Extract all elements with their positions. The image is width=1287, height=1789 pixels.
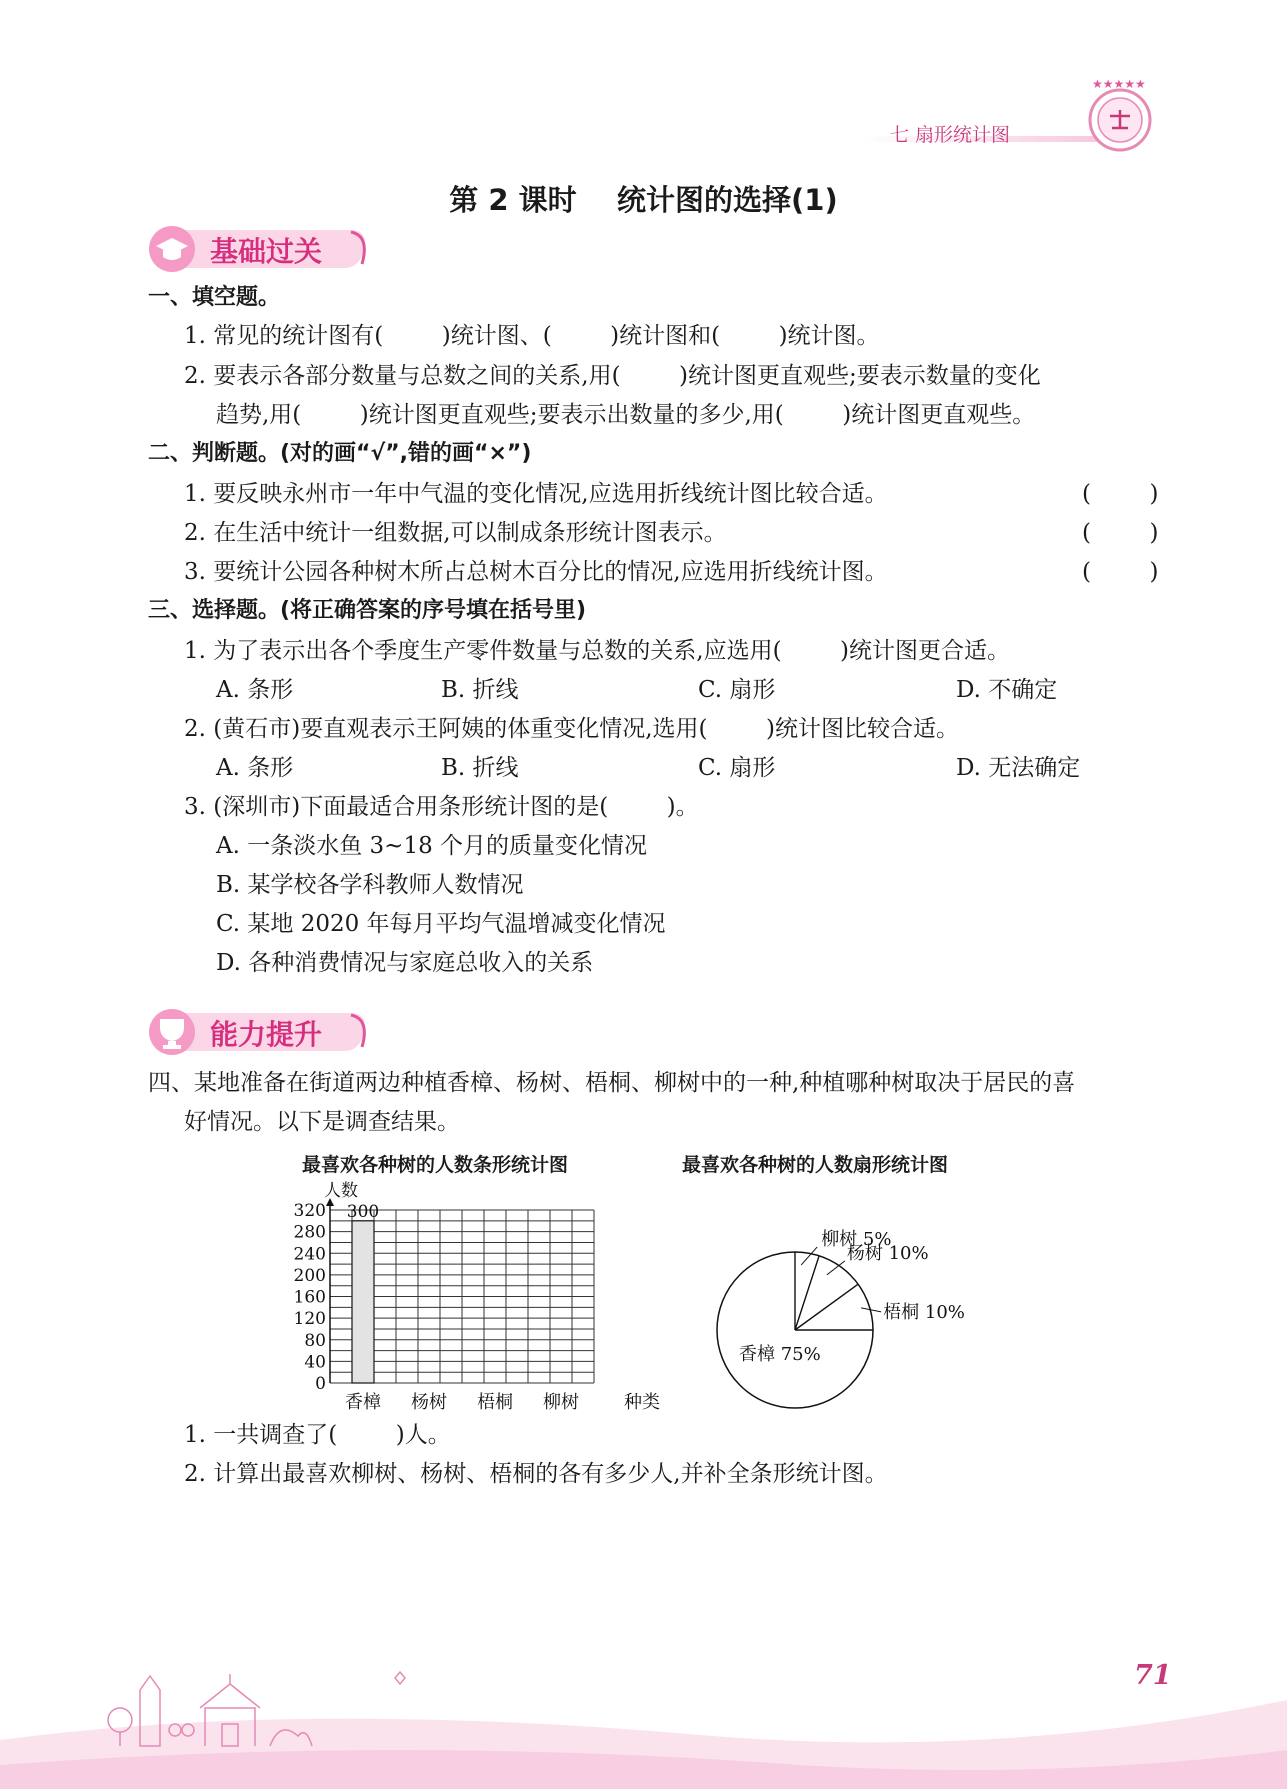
y-tick-label: 160 <box>293 1287 326 1308</box>
part2-item-3: 3. 要统计公园各种树木所占总树木百分比的情况,应选用折线统计图。 <box>184 559 888 585</box>
option: A. 条形 <box>216 677 294 703</box>
part3-q3: 3. (深圳市)下面最适合用条形统计图的是( )。 <box>184 794 699 820</box>
part2-heading: 二、判断题。(对的画“√”,错的画“×”) <box>148 441 532 466</box>
pie-label-xiangzhang: 香樟 75% <box>739 1344 821 1365</box>
pie-label-wutong: 梧桐 10% <box>883 1301 965 1323</box>
option: B. 某学校各学科教师人数情况 <box>216 872 524 898</box>
bar-chart <box>280 1172 700 1412</box>
x-axis-label: 种类 <box>624 1392 660 1412</box>
pie-chart-title: 最喜欢各种树的人数扇形统计图 <box>682 1154 949 1176</box>
x-tick-label: 香樟 <box>345 1392 381 1412</box>
part4-intro-line1: 四、某地准备在街道两边种植香樟、杨树、梧桐、柳树中的一种,种植哪种树取决于居民的喜 <box>148 1070 1076 1096</box>
section-badge-ability <box>146 1007 376 1057</box>
pie-chart <box>700 1200 1000 1420</box>
y-tick-label: 200 <box>293 1265 326 1286</box>
pie-label-yangshu: 杨树 10% <box>846 1242 929 1264</box>
part3-q2: 2. (黄石市)要直观表示王阿姨的体重变化情况,选用( )统计图比较合适。 <box>184 716 959 742</box>
option: C. 扇形 <box>698 677 776 703</box>
publisher-logo <box>1080 76 1160 156</box>
section-title-basic: 基础过关 <box>210 235 323 268</box>
option: A. 条形 <box>216 755 294 781</box>
part2-item-2: 2. 在生活中统计一组数据,可以制成条形统计图表示。 <box>184 520 727 546</box>
answer-paren: ( ) <box>1082 559 1159 585</box>
bar-xiangzhang <box>352 1221 374 1383</box>
pie-label-liushu: 柳树 5% <box>821 1228 892 1250</box>
bar-data-label: 300 <box>346 1201 380 1222</box>
y-axis-label: 人数 <box>324 1181 358 1201</box>
part2-item-1: 1. 要反映永州市一年中气温的变化情况,应选用折线统计图比较合适。 <box>184 481 888 507</box>
part3-q1: 1. 为了表示出各个季度生产零件数量与总数的关系,应选用( )统计图更合适。 <box>184 638 1011 664</box>
y-tick-label: 0 <box>315 1374 326 1394</box>
y-tick-label: 120 <box>293 1309 326 1330</box>
x-tick-label: 梧桐 <box>477 1392 513 1412</box>
part4-sub1: 1. 一共调查了( )人。 <box>184 1422 451 1448</box>
section-badge-basic <box>146 224 376 274</box>
page-number: 71 <box>1134 1660 1172 1691</box>
part3-heading: 三、选择题。(将正确答案的序号填在括号里) <box>148 598 587 623</box>
answer-paren: ( ) <box>1082 520 1159 546</box>
y-tick-label: 240 <box>293 1244 326 1265</box>
y-tick-label: 320 <box>293 1201 326 1221</box>
y-tick-label: 40 <box>304 1352 326 1373</box>
x-tick-label: 柳树 <box>543 1392 579 1412</box>
x-tick-label: 杨树 <box>411 1392 447 1412</box>
option: D. 各种消费情况与家庭总收入的关系 <box>216 950 594 976</box>
part1-heading: 一、填空题。 <box>148 285 281 310</box>
footer-decoration <box>0 1640 1287 1789</box>
svg-text:★★★★★: ★★★★★ <box>1092 77 1146 91</box>
y-tick-label: 80 <box>304 1330 326 1351</box>
part4-sub2: 2. 计算出最喜欢柳树、杨树、梧桐的各有多少人,并补全条形统计图。 <box>184 1461 888 1487</box>
option: B. 折线 <box>441 755 519 781</box>
lesson-title: 第 2 课时 统计图的选择(1) <box>449 183 838 217</box>
bar-chart-title: 最喜欢各种树的人数条形统计图 <box>302 1154 569 1176</box>
option: B. 折线 <box>441 677 519 703</box>
answer-paren: ( ) <box>1082 481 1159 507</box>
part1-q2-line1: 2. 要表示各部分数量与总数之间的关系,用( )统计图更直观些;要表示数量的变化 <box>184 363 1041 389</box>
option: C. 扇形 <box>698 755 776 781</box>
y-tick-label: 280 <box>293 1222 326 1243</box>
part1-q1: 1. 常见的统计图有( )统计图、( )统计图和( )统计图。 <box>184 323 880 349</box>
option: D. 不确定 <box>956 677 1058 703</box>
option: D. 无法确定 <box>956 755 1081 781</box>
section-title-ability: 能力提升 <box>210 1018 323 1051</box>
option: A. 一条淡水鱼 3~18 个月的质量变化情况 <box>216 833 648 859</box>
chapter-label: 七 扇形统计图 <box>890 124 1011 146</box>
part1-q2-line2: 趋势,用( )统计图更直观些;要表示出数量的多少,用( )统计图更直观些。 <box>216 402 1036 428</box>
part4-intro-line2: 好情况。以下是调查结果。 <box>184 1109 460 1135</box>
option: C. 某地 2020 年每月平均气温增减变化情况 <box>216 911 666 937</box>
